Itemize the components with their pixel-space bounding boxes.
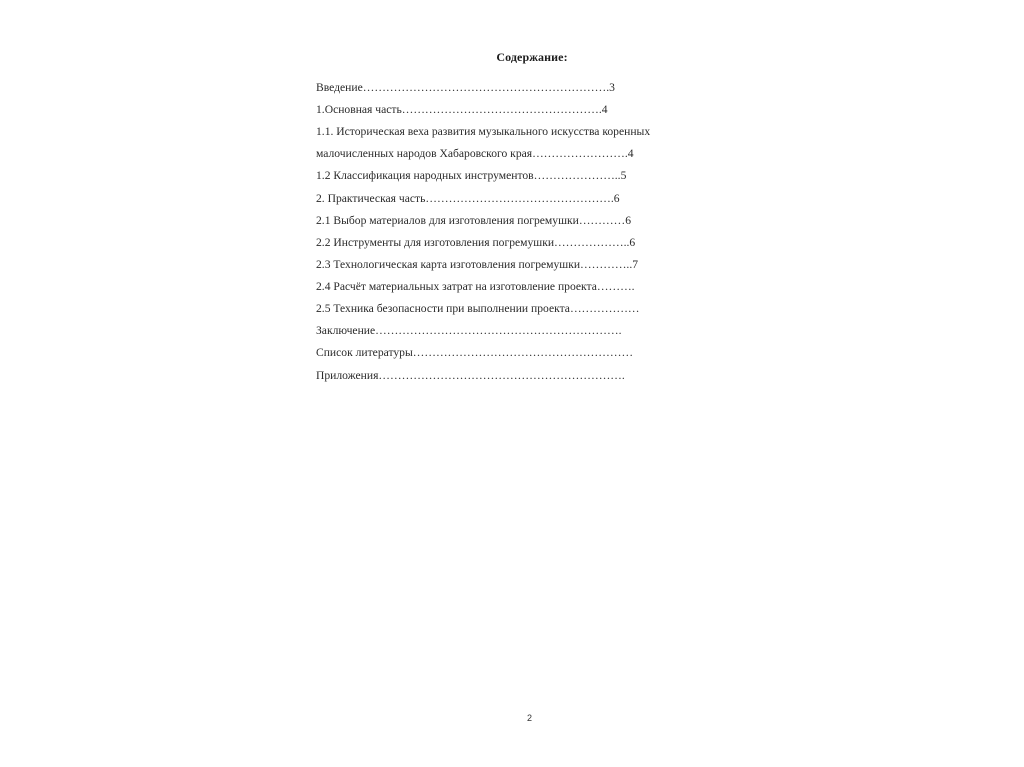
toc-entry-practical-part: 2. Практическая часть………………………………………….6 [316,192,620,205]
toc-entry-appendices: Приложения………………………………………………………. [316,369,625,382]
toc-entry-2-4: 2.4 Расчёт материальных затрат на изготовление проекта………. [316,280,635,293]
toc-entry-2-3: 2.3 Технологическая карта изготовления погремушки…………..7 [316,258,639,271]
toc-entry-1-2: 1.2 Классификация народных инструментов…………………..5 [316,169,627,182]
toc-entry-2-5: 2.5 Техника безопасности при выполнении проекта……………… [316,302,640,315]
toc-entry-2-1: 2.1 Выбор материалов для изготовления погремушки…………6 [316,214,632,227]
toc-entry-1-1-line-1: 1.1. Историческая веха развития музыкального искусства коренных [316,125,651,138]
toc-entry-main-part: 1.Основная часть…………………………………………….4 [316,103,608,116]
toc-entry-conclusion: Заключение………………………………………………………. [316,324,622,337]
page-number: 2 [527,713,533,723]
page-title: Содержание: [496,50,568,64]
toc-entry-references: Список литературы………………………………………………… [316,346,634,359]
toc-entry-2-2: 2.2 Инструменты для изготовления погремушки………………..6 [316,236,636,249]
toc-entry-introduction: Введение……………………………………………………….3 [316,81,615,94]
toc-entry-1-1-line-2: малочисленных народов Хабаровского края…………………….4 [316,147,634,160]
